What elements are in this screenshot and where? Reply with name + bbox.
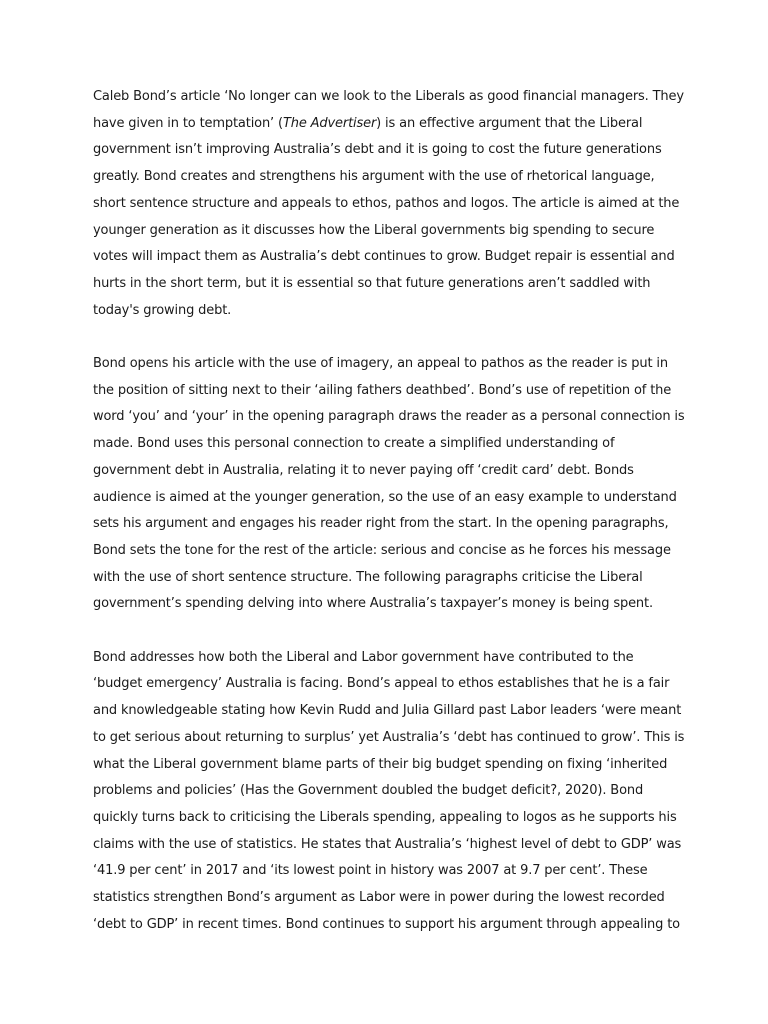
text-line: ‘debt to GDP’ in recent times. Bond continues to support his argument through appealing to: [93, 916, 680, 932]
text-line: hurts in the short term, but it is essential so that future generations aren’t saddled with: [93, 275, 651, 291]
text-line: ‘41.9 per cent’ in 2017 and ‘its lowest point in history was 2007 at 9.7 per cent’. These: [93, 863, 648, 879]
document-page: [93, 84, 683, 965]
text-line: to get serious about returning to surplus’ yet Australia’s ‘debt has continued to grow’. This is: [93, 729, 685, 745]
text-line-segment: ) is an effective argument that the Liberal: [376, 115, 643, 131]
text-line: made. Bond uses this personal connection to create a simplified understanding of: [93, 436, 615, 452]
text-line: what the Liberal government blame parts of their big budget spending on fixing ‘inherited: [93, 756, 668, 772]
paragraph-introduction: [93, 84, 683, 324]
text-line: greatly. Bond creates and strengthens his argument with the use of rhetorical language,: [93, 169, 655, 185]
text-line: Bond opens his article with the use of imagery, an appeal to pathos as the reader is put in: [93, 356, 668, 372]
text-line-segment: have given in to temptation’ (: [93, 115, 283, 131]
publication-title: The Advertiser: [282, 115, 377, 131]
text-line: [93, 111, 683, 138]
text-line: government debt in Australia, relating it to never paying off ‘credit card’ debt. Bonds: [93, 462, 634, 478]
text-line: audience is aimed at the younger generation, so the use of an easy example to understand: [93, 489, 677, 505]
text-line: with the use of short sentence structure. The following paragraphs criticise the Liberal: [93, 569, 643, 585]
text-line: government isn’t improving Australia’s debt and it is going to cost the future generations: [93, 142, 662, 158]
text-line: the position of sitting next to their ‘ailing fathers deathbed’. Bond’s use of repetition of the: [93, 382, 672, 398]
text-line: government’s spending delving into where Australia’s taxpayer’s money is being spent.: [93, 596, 653, 612]
text-line: Bond addresses how both the Liberal and Labor government have contributed to the: [93, 649, 634, 665]
text-line: statistics strengthen Bond’s argument as Labor were in power during the lowest recorded: [93, 890, 665, 906]
text-line: Caleb Bond’s article ‘No longer can we look to the Liberals as good financial managers. They: [93, 89, 684, 104]
text-line: Bond sets the tone for the rest of the article: serious and concise as he forces his message: [93, 542, 671, 558]
text-line: today's growing debt.: [93, 302, 232, 318]
text-line: and knowledgeable stating how Kevin Rudd and Julia Gillard past Labor leaders ‘were meant: [93, 703, 682, 719]
text-line: ‘budget emergency’ Australia is facing. Bond’s appeal to ethos establishes that he is a fair: [93, 676, 670, 692]
text-line: claims with the use of statistics. He states that Australia’s ‘highest level of debt to GDP’ was: [93, 836, 682, 852]
text-line: problems and policies’ (Has the Government doubled the budget deficit?, 2020). Bond: [93, 783, 644, 799]
text-line: sets his argument and engages his reader right from the start. In the opening paragraphs,: [93, 516, 669, 532]
text-line: younger generation as it discusses how the Liberal governments big spending to secure: [93, 222, 655, 238]
text-line: votes will impact them as Australia’s debt continues to grow. Budget repair is essential and: [93, 249, 675, 265]
paragraph-ethos-logos: [93, 645, 683, 939]
paragraph-opening-analysis: [93, 351, 683, 618]
text-line: word ‘you’ and ‘your’ in the opening paragraph draws the reader as a personal connection is: [93, 409, 685, 425]
text-line: short sentence structure and appeals to ethos, pathos and logos. The article is aimed at the: [93, 195, 680, 211]
text-line: quickly turns back to criticising the Liberals spending, appealing to logos as he supports his: [93, 809, 677, 825]
